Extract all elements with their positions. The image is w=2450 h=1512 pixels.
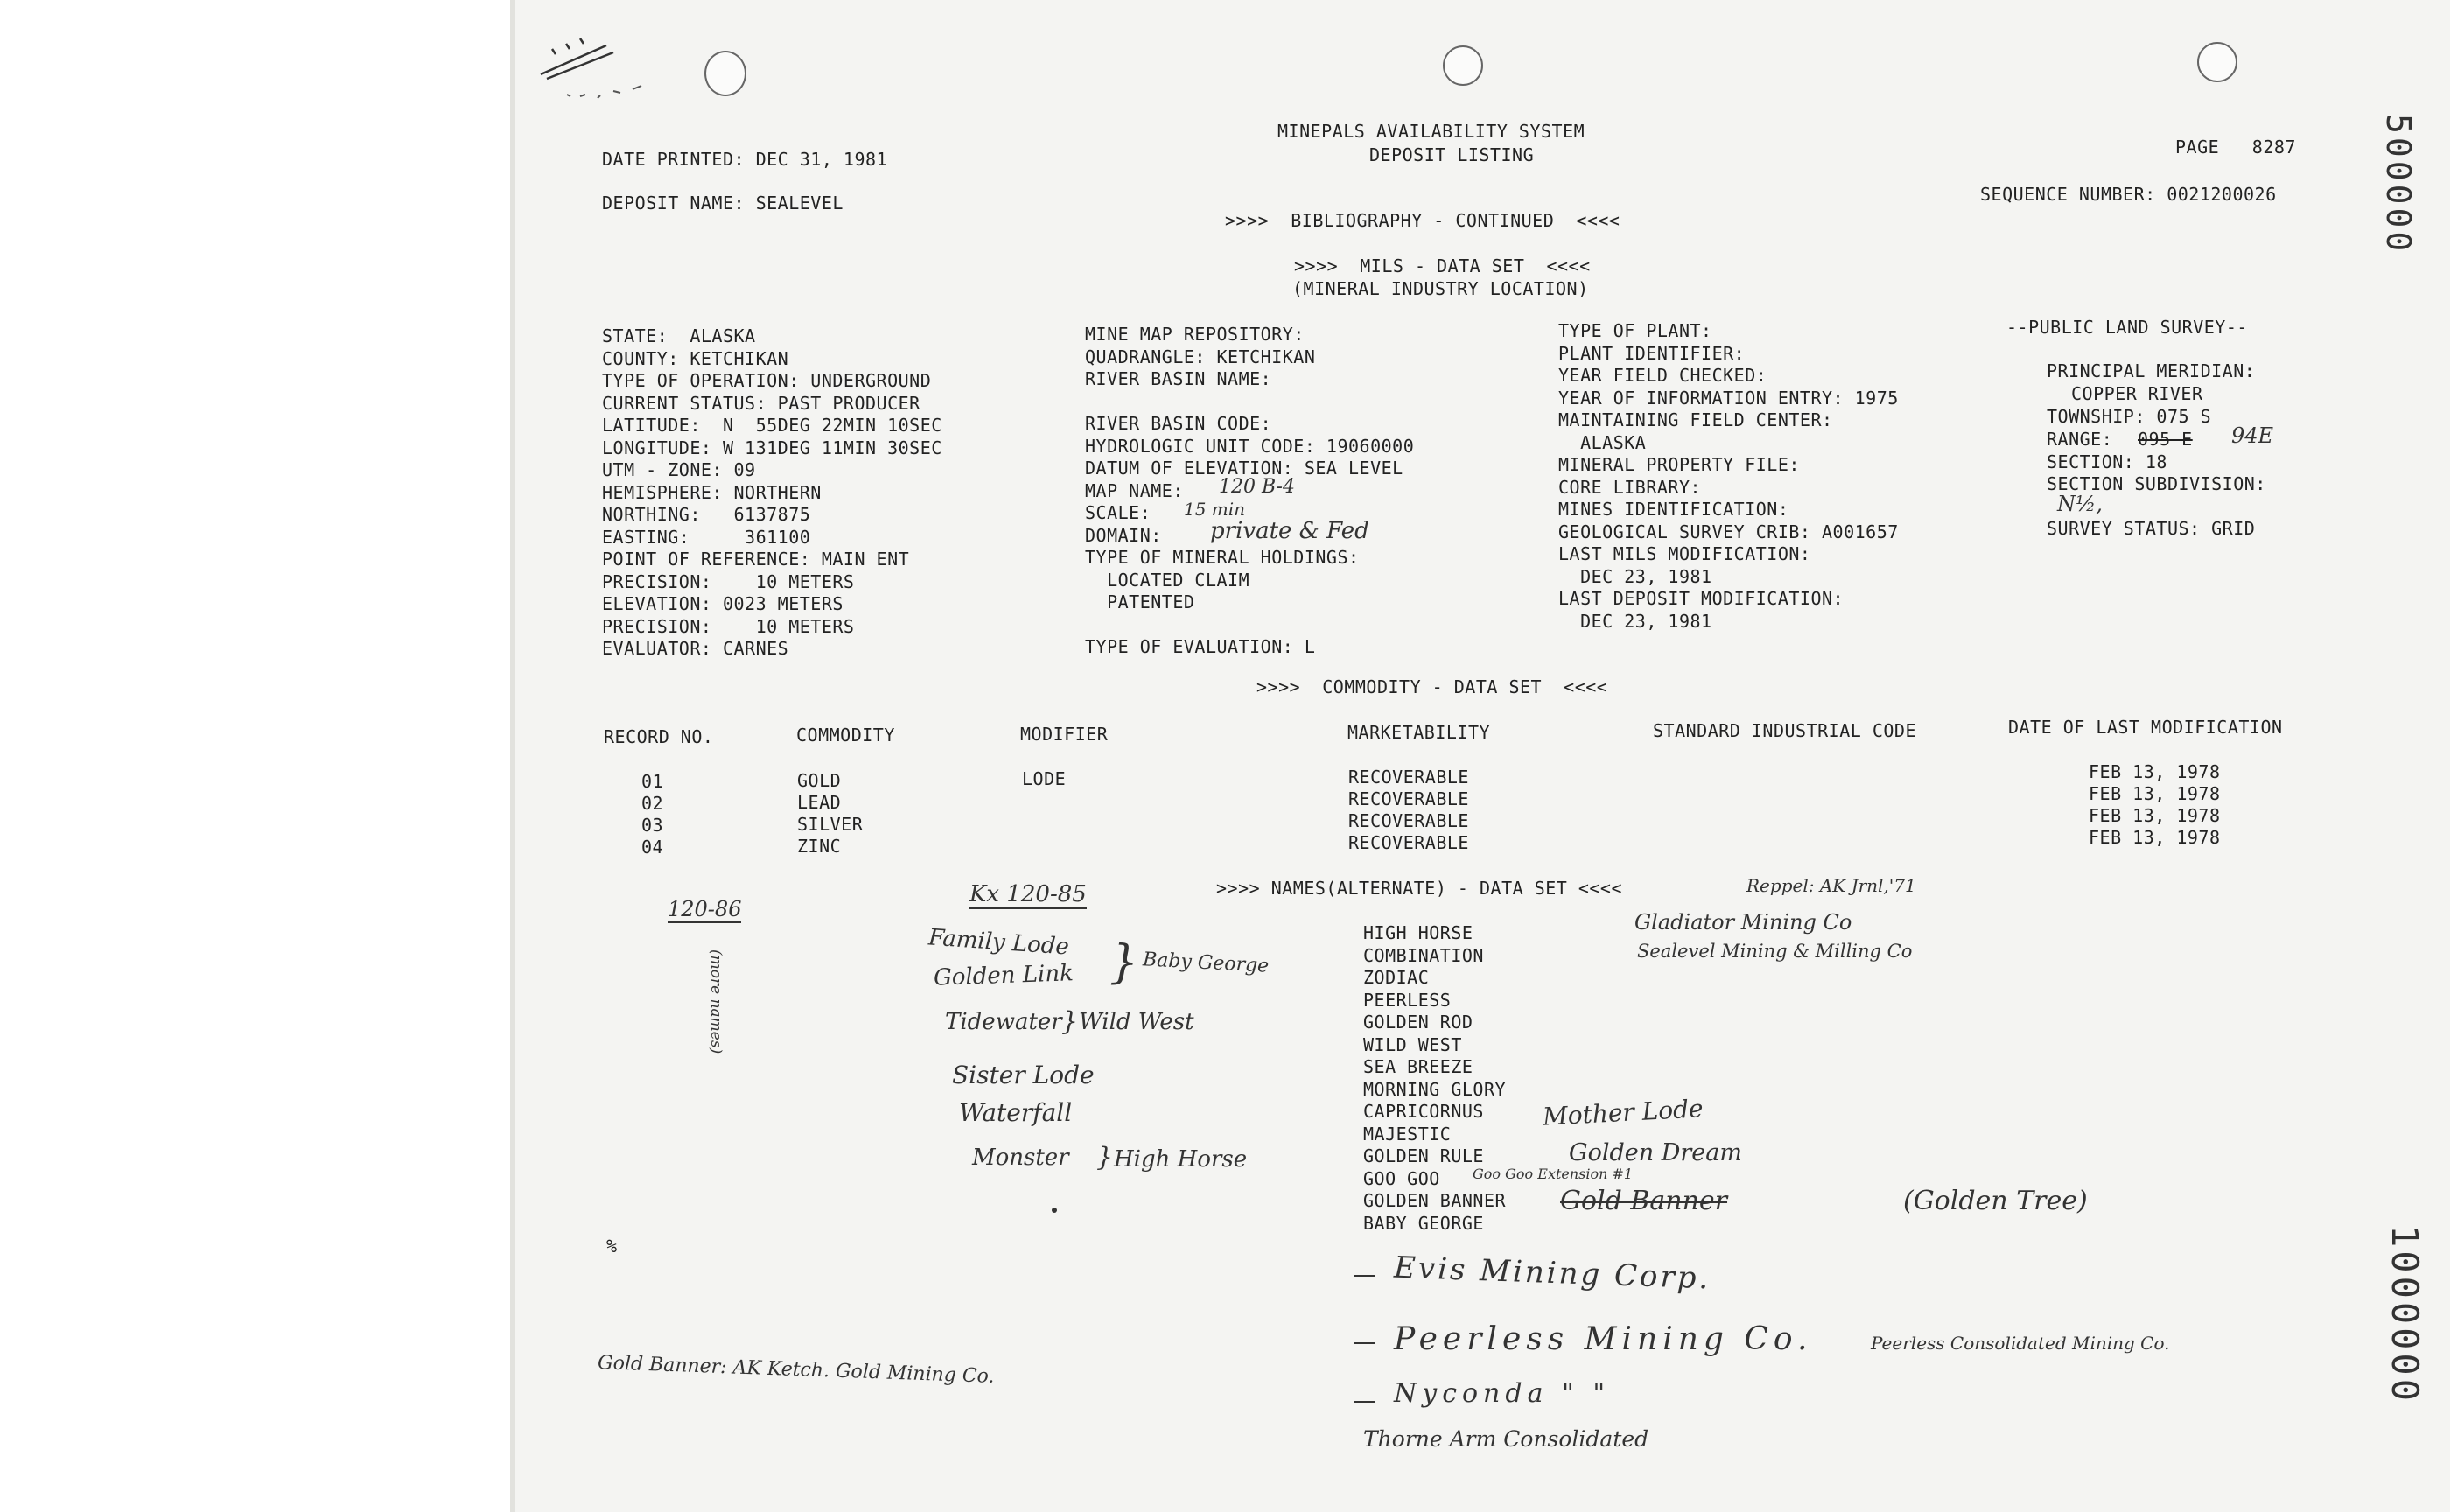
field-line: EASTING: 361100 (602, 526, 811, 548)
table-header: COMMODITY (796, 724, 895, 746)
list-item: BABY GEORGE (1363, 1212, 1484, 1234)
page-number: PAGE 8287 (2175, 136, 2296, 158)
field-line: MAP NAME: (1085, 480, 1184, 501)
field-line: RIVER BASIN NAME: (1085, 368, 1272, 389)
field-line: DEC 23, 1981 (1558, 610, 1712, 632)
field-line: MAINTAINING FIELD CENTER: (1558, 410, 1833, 430)
field-line: CURRENT STATUS: PAST PRODUCER (602, 392, 920, 414)
handwritten-map-name: 120 B-4 (1219, 476, 1295, 498)
field-line: LAST MILS MODIFICATION: (1558, 543, 1811, 564)
field-line: LONGITUDE: W 131DEG 11MIN 30SEC (602, 437, 942, 458)
cell-date: FEB 13, 1978 (2089, 805, 2221, 826)
punch-hole-right (2197, 42, 2237, 82)
list-item: CAPRICORNUS (1363, 1101, 1484, 1122)
section: SECTION: 18 (2047, 452, 2167, 472)
mils-subheading: (MINERAL INDUSTRY LOCATION) (1292, 278, 1589, 299)
handwritten-subdivision: N½, (2057, 492, 2103, 516)
field-line: ELEVATION: 0023 METERS (602, 593, 844, 614)
handwritten-waterfall: Waterfall (959, 1098, 1073, 1127)
field-line: GEOLOGICAL SURVEY CRIB: A001657 (1558, 521, 1899, 542)
list-item: WILD WEST (1363, 1033, 1462, 1055)
table-header: MODIFIER (1020, 724, 1109, 745)
field-line: MINES IDENTIFICATION: (1558, 499, 1789, 520)
cell-commodity: ZINC (797, 836, 842, 857)
handwritten-brace: } (1096, 1142, 1114, 1172)
handwritten-range: 94E (2231, 424, 2274, 448)
handwritten-brace: } (1110, 936, 1139, 989)
township: TOWNSHIP: 075 S (2047, 406, 2212, 427)
field-line: RIVER BASIN CODE: (1085, 413, 1272, 434)
list-item: MAJESTIC (1363, 1123, 1452, 1144)
handwritten-kx: Kx 120-85 (970, 881, 1087, 907)
field-line: HYDROLOGIC UNIT CODE: 19060000 (1085, 435, 1415, 457)
commodity-heading: >>>> COMMODITY - DATA SET <<<< (1256, 676, 1608, 697)
range-value: 095 E (2138, 429, 2193, 450)
table-header: STANDARD INDUSTRIAL CODE (1653, 720, 1916, 741)
field-line: YEAR OF INFORMATION ENTRY: 1975 (1558, 387, 1899, 409)
cell-record: 03 (641, 815, 664, 836)
handwritten-reppel: Reppel: AK Jrnl,'71 (1746, 875, 1916, 896)
field-line: TYPE OF EVALUATION: L (1085, 636, 1316, 657)
handwritten-mother-lode: Mother Lode (1542, 1094, 1704, 1131)
range-label: RANGE: (2047, 429, 2113, 450)
field-line: TYPE OF OPERATION: UNDERGROUND (602, 370, 932, 391)
deposit-name: DEPOSIT NAME: SEALEVEL (602, 192, 844, 214)
section-subdivision-label: SECTION SUBDIVISION: (2047, 473, 2266, 494)
list-item: HIGH HORSE (1363, 922, 1474, 943)
cell-marketability: RECOVERABLE (1348, 788, 1469, 809)
handwritten-thorne-arm: Thorne Arm Consolidated (1363, 1426, 1649, 1452)
handwritten-peerless-mining: Peerless Mining Co. (1394, 1321, 1813, 1357)
document-sheet (510, 0, 2450, 1512)
land-survey-title: --PUBLIC LAND SURVEY-- (2006, 317, 2248, 338)
field-line: PRECISION: 10 METERS (602, 570, 855, 592)
handwritten-baby-george: Baby George (1142, 948, 1270, 977)
field-line: PLANT IDENTIFIER: (1558, 342, 1746, 364)
list-item: GOLDEN BANNER (1363, 1190, 1507, 1211)
cell-modifier: LODE (1022, 768, 1067, 789)
handwritten-sister-lode: Sister Lode (952, 1060, 1095, 1089)
list-item: GOO GOO (1363, 1167, 1440, 1189)
field-line: PRECISION: 10 METERS (602, 615, 855, 637)
field-line: TYPE OF MINERAL HOLDINGS: (1085, 547, 1360, 568)
footer-mark: % (606, 1236, 618, 1256)
cell-date: FEB 13, 1978 (2089, 761, 2221, 782)
field-line: MINE MAP REPOSITORY: (1085, 324, 1305, 345)
handwritten-golden-tree: (Golden Tree) (1903, 1186, 2088, 1216)
names-heading: >>>> NAMES(ALTERNATE) - DATA SET <<<< (1216, 878, 1623, 899)
handwritten-brace: } (1061, 1006, 1079, 1037)
handwritten-sealevel: Sealevel Mining & Milling Co (1637, 941, 1913, 962)
pen-scribble-mark (536, 26, 685, 105)
field-line: CORE LIBRARY: (1558, 476, 1702, 498)
table-header: DATE OF LAST MODIFICATION (2008, 717, 2283, 738)
field-line: PATENTED (1085, 592, 1195, 612)
field-line: TYPE OF PLANT: (1558, 320, 1712, 341)
survey-status: SURVEY STATUS: GRID (2047, 518, 2256, 539)
system-title: MINEPALS AVAILABILITY SYSTEM (1278, 121, 1586, 142)
handwritten-gladiator: Gladiator Mining Co (1634, 910, 1852, 934)
principal-meridian-value: COPPER RIVER (2071, 383, 2203, 404)
punch-hole-center (1443, 46, 1483, 86)
sequence-number: SEQUENCE NUMBER: 0021200026 (1980, 184, 2277, 205)
side-stamp-top: 500000 (2379, 114, 2418, 256)
handwritten-dashes (1350, 1260, 1403, 1418)
handwritten-gold-banner-note: Gold Banner: AK Ketch. Gold Mining Co. (597, 1352, 995, 1388)
field-line: POINT OF REFERENCE: MAIN ENT (602, 549, 910, 570)
field-line: LAST DEPOSIT MODIFICATION: (1558, 588, 1844, 609)
list-item: PEERLESS (1363, 989, 1452, 1011)
page-edge-shadow (510, 0, 515, 1512)
cell-commodity: GOLD (797, 770, 842, 791)
field-line: DOMAIN: (1085, 524, 1162, 546)
cell-date: FEB 13, 1978 (2089, 783, 2221, 804)
cell-marketability: RECOVERABLE (1348, 832, 1469, 853)
side-stamp-bottom: 1000000 (2384, 1225, 2426, 1405)
field-line: MINERAL PROPERTY FILE: (1558, 454, 1800, 475)
punch-hole-left (704, 51, 746, 96)
cell-commodity: LEAD (797, 792, 842, 813)
field-line: NORTHING: 6137875 (602, 504, 811, 525)
handwritten-tidewater: Tidewater (945, 1009, 1062, 1035)
list-item: GOLDEN RULE (1363, 1145, 1484, 1166)
cell-date: FEB 13, 1978 (2089, 827, 2221, 848)
stray-dot (1052, 1208, 1057, 1213)
field-line: COUNTY: KETCHIKAN (602, 347, 789, 369)
listing-title: DEPOSIT LISTING (1369, 144, 1535, 165)
handwritten-ref-120-86: 120-86 (668, 897, 742, 921)
cell-record: 01 (641, 771, 664, 792)
field-line: EVALUATOR: CARNES (602, 638, 789, 659)
handwritten-wild-west: Wild West (1079, 1009, 1194, 1035)
field-line: LATITUDE: N 55DEG 22MIN 10SEC (602, 415, 942, 436)
field-line: LOCATED CLAIM (1085, 569, 1250, 591)
table-header: MARKETABILITY (1348, 722, 1491, 743)
list-item: MORNING GLORY (1363, 1078, 1507, 1100)
handwritten-monster: Monster (972, 1144, 1069, 1171)
list-item: SEA BREEZE (1363, 1056, 1474, 1077)
field-line: QUADRANGLE: KETCHIKAN (1085, 346, 1316, 368)
field-line: DATUM OF ELEVATION: SEA LEVEL (1085, 458, 1404, 479)
field-line: DEC 23, 1981 (1558, 565, 1712, 587)
date-printed: DATE PRINTED: DEC 31, 1981 (602, 149, 888, 170)
handwritten-golden-link: Golden Link (933, 960, 1074, 991)
cell-record: 02 (641, 793, 664, 814)
list-item: GOLDEN ROD (1363, 1012, 1474, 1032)
handwritten-high-horse: High Horse (1114, 1146, 1248, 1172)
list-item: ZODIAC (1363, 967, 1430, 988)
cell-record: 04 (641, 836, 664, 858)
handwritten-evis: Evis Mining Corp. (1393, 1250, 1712, 1297)
handwritten-family-lode: Family Lode (928, 924, 1070, 961)
handwritten-golden-dream: Golden Dream (1569, 1139, 1742, 1166)
list-item: COMBINATION (1363, 944, 1484, 966)
handwritten-peerless-consolidated: Peerless Consolidated Mining Co. (1871, 1333, 2170, 1354)
bibliography-heading: >>>> BIBLIOGRAPHY - CONTINUED <<<< (1225, 210, 1620, 231)
cell-marketability: RECOVERABLE (1348, 766, 1469, 788)
handwritten-gold-banner: Gold Banner (1560, 1186, 1728, 1216)
handwritten-more-names: (more names) (707, 949, 724, 1054)
field-line: SCALE: (1085, 502, 1152, 523)
cell-marketability: RECOVERABLE (1348, 810, 1469, 831)
principal-meridian-label: PRINCIPAL MERIDIAN: (2047, 360, 2256, 382)
field-line: YEAR FIELD CHECKED: (1558, 365, 1768, 386)
field-line: STATE: ALASKA (602, 326, 756, 346)
table-header: RECORD NO. (604, 726, 714, 747)
mils-heading: >>>> MILS - DATA SET <<<< (1294, 256, 1591, 276)
handwritten-goo-goo-ext: Goo Goo Extension #1 (1473, 1166, 1634, 1182)
handwritten-domain: private & Fed (1210, 518, 1369, 544)
handwritten-nyconda: Nyconda " " (1394, 1378, 1611, 1409)
cell-commodity: SILVER (797, 814, 864, 835)
field-line: UTM - ZONE: 09 (602, 459, 756, 480)
field-line: ALASKA (1558, 431, 1647, 453)
handwritten-scale: 15 min (1184, 499, 1246, 520)
field-line: HEMISPHERE: NORTHERN (602, 481, 822, 503)
